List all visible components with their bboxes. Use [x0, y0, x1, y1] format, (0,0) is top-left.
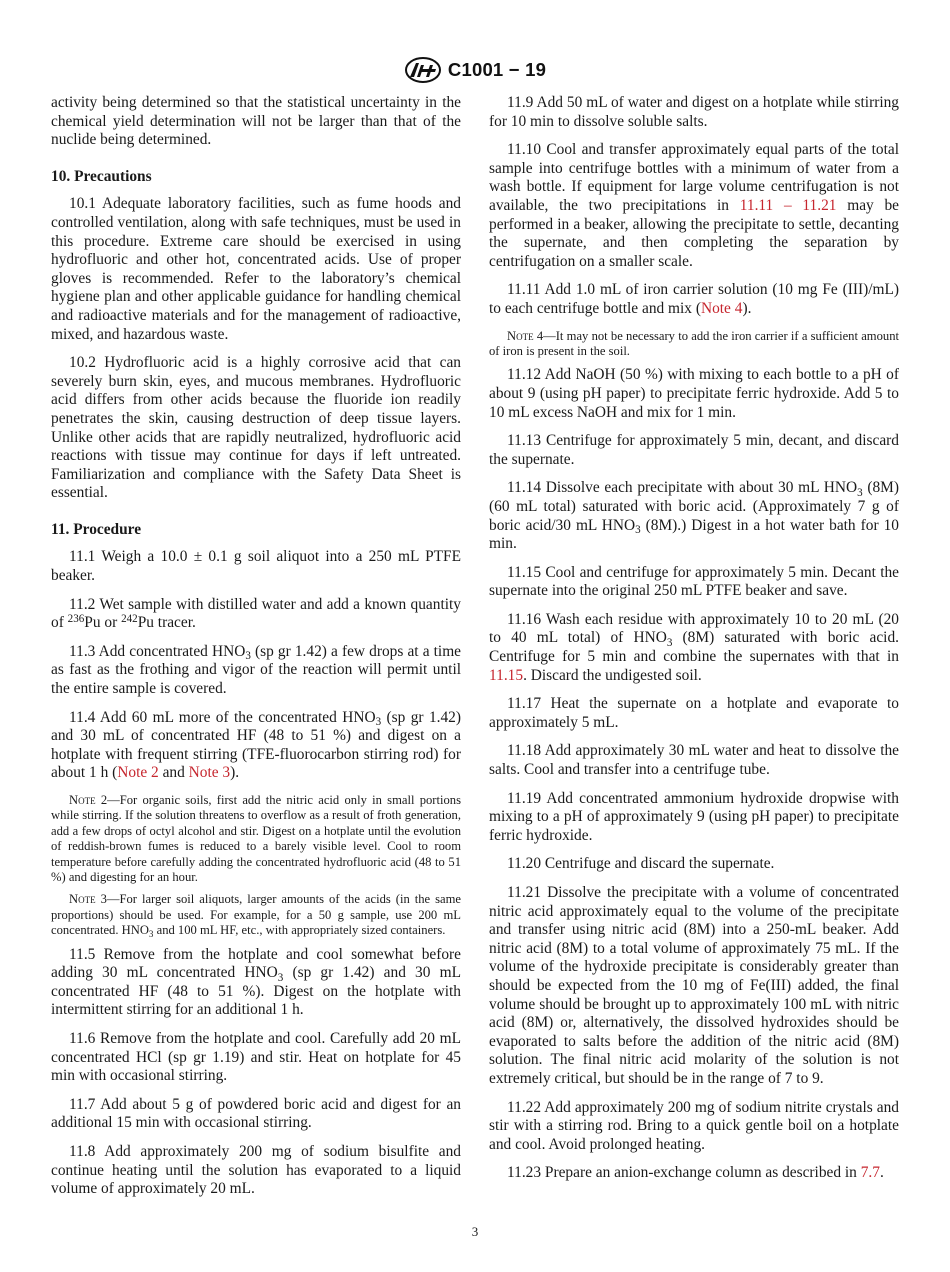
paragraph-10-2: 10.2 Hydrofluoric acid is a highly corrosive acid that can severely burn skin, eyes, and mucous membranes. Hydrofluoric acid differs from other acids because the fluoride ion readily penetrates the skin, causing destruction of deep tissue layers. Unlike other acids that are rapidly neutralized, hydrofluoric acid reactions with tissue may continue for days if left untreated. Familiarization and compliance with the Safety Data Sheet is essential. — [51, 354, 461, 502]
paragraph-11-10: 11.10 Cool and transfer approximately equal parts of the total sample into centrifuge bottles with a minimum of water from a wash bottle. If equipment for large volume centrifugation is not available, the two precipitations in 11.11 – 11.21 may be performed in a beaker, allowing the precipitate to settle, decanting the supernate, and then completing the separation by centrifugation on a smaller scale. — [489, 141, 899, 270]
paragraph-11-21: 11.21 Dissolve the precipitate with a volume of concentrated nitric acid approximately equal to the volume of the precipitate and transfer using nitric acid (8M) into a 250-mL beaker. Add nitric acid (8M) to a total volume of approximately 75 mL. If the volume of the hydroxide precipitate is considerably greater than should be expected from the 10 mg of Fe(III) added, the final volume should be brought up to approximately 100 mL with nitric acid (8M) or, alternatively, the dissolved hydroxides should be evaporated to salts before the addition of the nitric acid (8M) solution. The final nitric acid molarity of the solution is not extremely critical, but should be in the range of 7 to 9. — [489, 884, 899, 1087]
paragraph-11-11: 11.11 Add 1.0 mL of iron carrier solution (10 mg Fe (III)/mL) to each centrifuge bottle and mix (Note 4). — [489, 281, 899, 317]
paragraph-11-1: 11.1 Weigh a 10.0 ± 0.1 g soil aliquot into a 250 mL PTFE beaker. — [51, 548, 461, 585]
left-column — [51, 94, 461, 1209]
note-2: Note 2—For organic soils, first add the nitric acid only in small portions while stirring. If the solution threatens to overflow as a result of froth generation, add a few drops of octyl alcohol and stir. Digest on a hotplate until the evolution of reddish-brown fumes is reduced to a barely visible level. Cool to room temperature before carefully adding the concentrated hydrofluoric acid (48 to 51 %) and digesting for an hour. — [51, 793, 461, 885]
document-designation: C1001 − 19 — [447, 59, 547, 80]
page-number: 3 — [471, 1224, 479, 1239]
section-11-11-link[interactable]: 11.11 – 11.21 — [739, 196, 837, 214]
paragraph-11-23: 11.23 Prepare an anion-exchange column as described in 7.7. — [507, 1164, 884, 1182]
note-4: Note 4—It may not be necessary to add the iron carrier if a sufficient amount of iron is present in the soil. — [489, 328, 899, 358]
paragraph-11-5: 11.5 Remove from the hotplate and cool somewhat before adding 30 mL concentrated $HNO_3$ (sp gr 1.42) and 30 mL concentrated HF (48 to 51 %). Digest on the hotplate with intermittent stirring for an additional 1 h. — [51, 945, 461, 1019]
section-heading-procedure: 11. Procedure — [51, 520, 142, 538]
section-7-7-link[interactable]: 7.7 — [860, 1164, 880, 1182]
note-3: Note 3—For larger soil aliquots, larger amounts of the acids (in the same proportions) should be used. For example, for a 50 g sample, use 200 mL concentrated. $HNO_3$ and 100 mL HF, etc., with appropriately sized containers. — [51, 892, 461, 939]
note-2-link[interactable]: Note 2 — [117, 764, 159, 782]
paragraph-11-13: 11.13 Centrifuge for approximately 5 min, decant, and discard the supernate. — [489, 432, 899, 468]
right-column — [489, 94, 899, 1193]
paragraph-11-6: 11.6 Remove from the hotplate and cool. Carefully add 20 mL concentrated HCl (sp gr 1.19) and stir. Heat on hotplate for 45 min with occasional stirring. — [51, 1030, 461, 1085]
paragraph-continued: activity being determined so that the statistical uncertainty in the chemical yield determination will not be larger than that of the nuclide being determined. — [51, 94, 461, 149]
paragraph-11-2: 11.2 Wet sample with distilled water and add a known quantity of $^{236}$Pu or $^{242}$Pu tracer. — [51, 595, 461, 632]
paragraph-11-17: 11.17 Heat the supernate on a hotplate and evaporate to approximately 5 mL. — [489, 695, 899, 731]
paragraph-11-4: 11.4 Add 60 mL more of the concentrated $HNO_3$ (sp gr 1.42) and 30 mL of concentrated HF (48 to 51 %) and digest on a hotplate with frequent stirring (TFE-fluorocarbon stirring rod) for about 1 h (Note 2 and Note 3). — [51, 708, 461, 782]
astm-logo-icon — [404, 57, 442, 83]
paragraph-11-9: 11.9 Add 50 mL of water and digest on a hotplate while stirring for 10 min to dissolve soluble salts. — [489, 94, 899, 130]
paragraph-11-18: 11.18 Add approximately 30 mL water and heat to dissolve the salts. Cool and transfer into a centrifuge tube. — [489, 742, 899, 779]
paragraph-11-12: 11.12 Add NaOH (50 %) with mixing to each bottle to a pH of about 9 (using pH paper) to precipitate ferric hydroxide. Add 5 to 10 mL excess NaOH and mix for 1 min. — [489, 366, 899, 421]
paragraph-11-16: 11.16 Wash each residue with approximately 10 to 20 mL (20 to 40 mL total) of $HNO_3$ (8M) saturated with boric acid. Centrifuge for 5 min and combine the supernates with that in 11.15. Discard the undigested soil. — [489, 610, 900, 684]
paragraph-11-7: 11.7 Add about 5 g of powdered boric acid and digest for an additional 15 min with occasional stirring. — [51, 1095, 461, 1132]
page-header — [0, 56, 950, 84]
note-3-link[interactable]: Note 3 — [188, 764, 231, 782]
paragraph-11-14: 11.14 Dissolve each precipitate with about 30 mL $HNO_3$ (8M) (60 mL total) saturated with boric acid. (Approximately 7 g of boric acid/30 mL $HNO_3$ (8M).) Digest in a hot water bath for 10 min. — [489, 479, 899, 553]
note-4-link[interactable]: Note 4 — [700, 299, 743, 317]
paragraph-10-1: 10.1 Adequate laboratory facilities, such as fume hoods and controlled ventilation, along with safe techniques, must be used in this procedure. Extreme care should be exercised in using hydrofluoric and other hot, concentrated acids. Use of proper gloves is recommended. Refer to the laboratory’s chemical hygiene plan and other applicable guidance for handling chemical and radioactive materials and for the management of radioactive, mixed, and hazardous waste. — [51, 195, 461, 343]
paragraph-11-3: 11.3 Add concentrated $HNO_3$ (sp gr 1.42) a few drops at a time as fast as the frothing and vigor of the reaction will permit until the entire sample is covered. — [51, 642, 461, 698]
paragraph-11-15: 11.15 Cool and centrifuge for approximately 5 min. Decant the supernate into the original 250 mL PTFE beaker and save. — [489, 563, 899, 600]
paragraph-11-19: 11.19 Add concentrated ammonium hydroxide dropwise with mixing to a pH of approximately 9 (using pH paper) to precipitate ferric hydroxide. — [489, 789, 899, 844]
paragraph-11-8: 11.8 Add approximately 200 mg of sodium bisulfite and continue heating until the solution has evaporated to a liquid volume of approximately 20 mL. — [51, 1143, 461, 1198]
paragraph-11-20: 11.20 Centrifuge and discard the supernate. — [507, 855, 775, 873]
section-11-15-link[interactable]: 11.15 — [489, 666, 524, 684]
paragraph-11-22: 11.22 Add approximately 200 mg of sodium nitrite crystals and stir with a stirring rod. Bring to a quick gentle boil on a hotplate and cool. Avoid prolonged heating. — [489, 1098, 899, 1153]
section-heading-precautions: 10. Precautions — [51, 167, 152, 185]
